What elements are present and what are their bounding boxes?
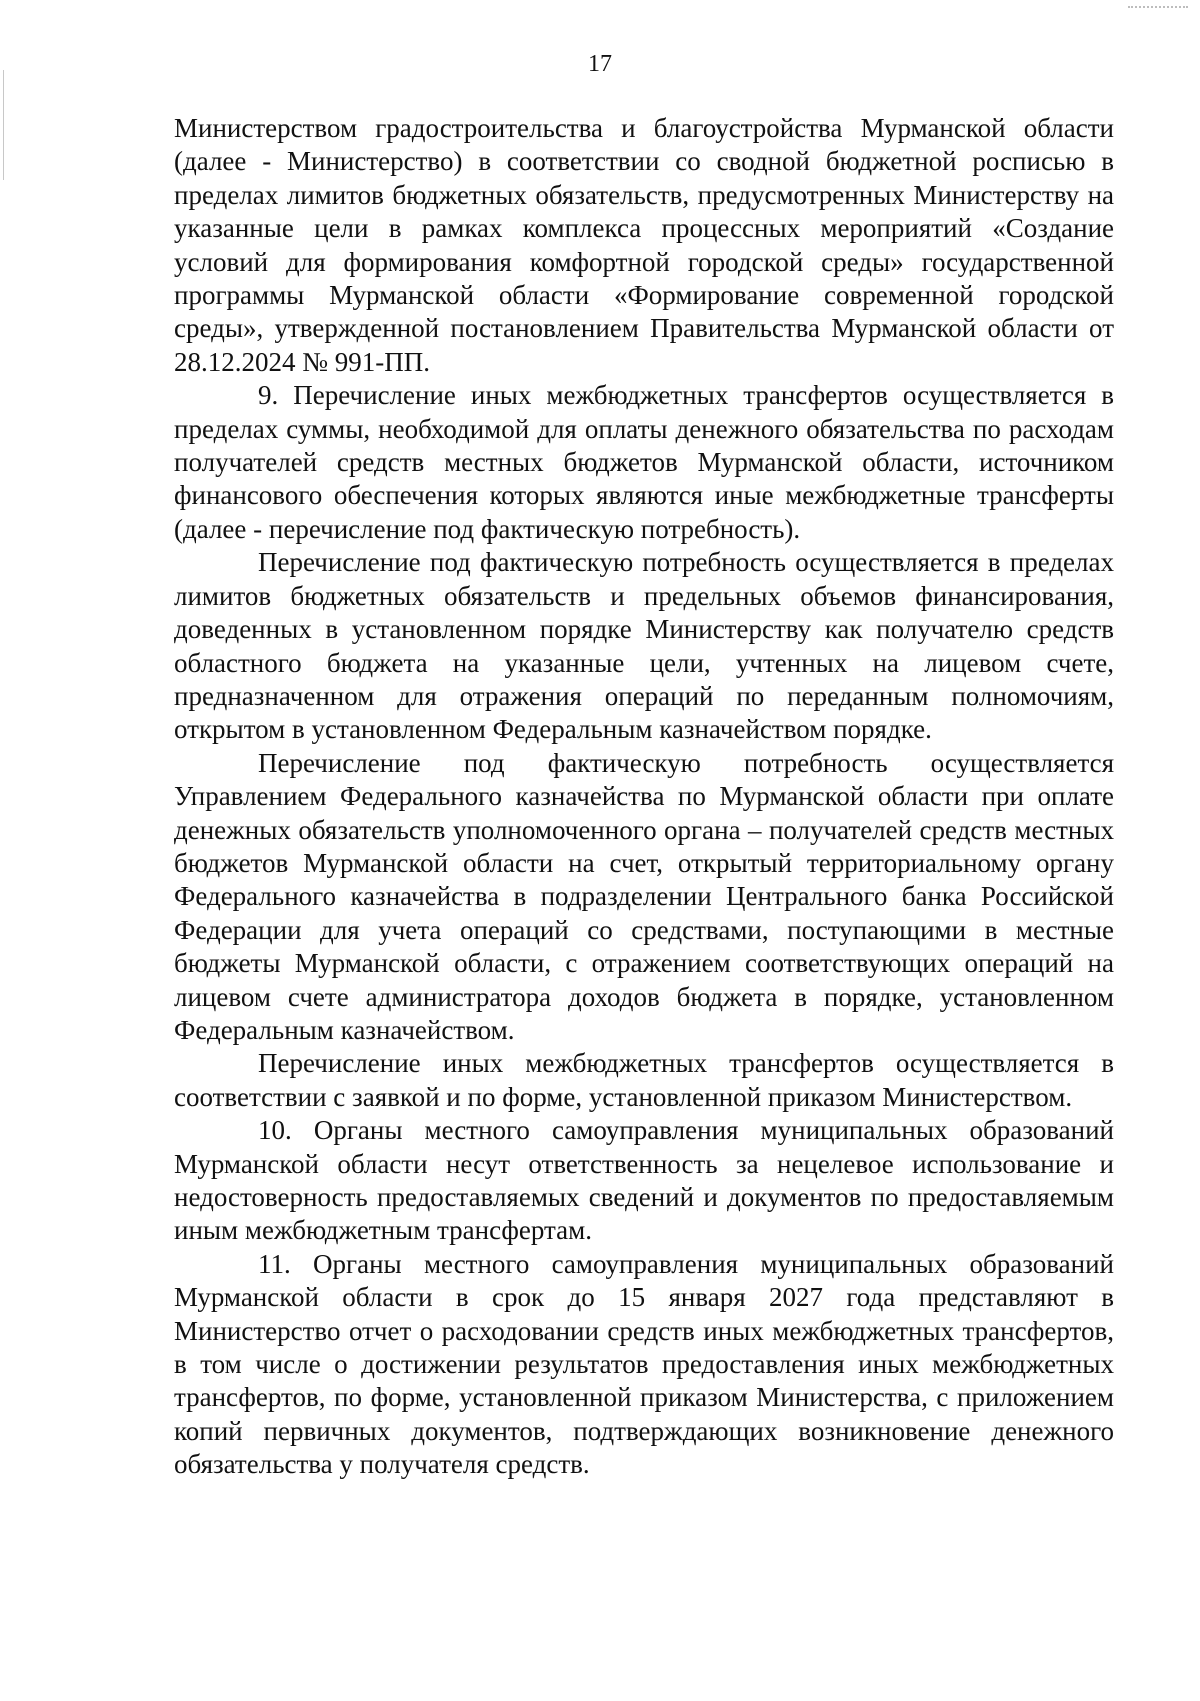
paragraph-9-request: Перечисление иных межбюджетных трансфертов осуществляется в соответствии с заявкой и по форме, установленной приказом Министерством.: [174, 1048, 1114, 1112]
paragraph-9-limits: Перечисление под фактическую потребность осуществляется в пределах лимитов бюджетных обязательств и предельных объемов финансирования, доведенных в установленном порядке Министерству как получателю средств областного бюджета на указанные цели, учтенных на лицевом счете, предназначенном для отражения операций по переданным полномочиям, открытом в установленном Федеральным казначейством порядке.: [174, 547, 1114, 745]
scan-corner-mark: [1128, 6, 1188, 10]
paragraph-9: 9. Перечисление иных межбюджетных трансфертов осуществляется в пределах суммы, необходимой для оплаты денежного обязательства по расходам получателей средств местных бюджетов Мурманской области, источником финансового обеспечения которых являются иные межбюджетные трансферты (далее - перечисление под фактическую потребность).: [174, 380, 1114, 544]
paragraph-11: 11. Органы местного самоуправления муниципальных образований Мурманской области в срок до 15 января 2027 года представляют в Министерство отчет о расходовании средств иных межбюджетных трансфертов, в том числе о достижении результатов предоставления иных межбюджетных трансфертов, по форме, установленной приказом Министерства, с приложением копий первичных документов, подтверждающих возникновение денежного обязательства у получателя средств.: [174, 1248, 1114, 1480]
page-number: 17: [588, 51, 612, 77]
document-body: [174, 112, 1114, 1482]
paragraph-10: 10. Органы местного самоуправления муниципальных образований Мурманской области несут ответственность за нецелевое использование и недостоверность предоставляемых сведений и документов по предоставляемым иным межбюджетным трансфертам.: [174, 1115, 1114, 1246]
paragraph-9-treasury: Перечисление под фактическую потребность осуществляется Управлением Федерального казначейства по Мурманской области при оплате денежных обязательств уполномоченного органа – получателей средств местных бюджетов Мурманской области на счет, открытый территориальному органу Федерального казначейства в подразделении Центрального банка Российской Федерации для учета операций со средствами, поступающими в местные бюджеты Мурманской области, с отражением соответствующих операций на лицевом счете администратора доходов бюджета в порядке, установленном Федеральным казначейством.: [174, 747, 1114, 1045]
paragraph-8-continuation: Министерством градостроительства и благоустройства Мурманской области (далее - Министерство) в соответствии со сводной бюджетной росписью в пределах лимитов бюджетных обязательств, предусмотренных Министерству на указанные цели в рамках комплекса процессных мероприятий «Создание условий для формирования комфортной городской среды» государственной программы Мурманской области «Формирование современной городской среды», утвержденной постановлением Правительства Мурманской области от 28.12.2024 № 991-ПП.: [174, 113, 1114, 377]
scan-edge-line: [3, 70, 4, 180]
